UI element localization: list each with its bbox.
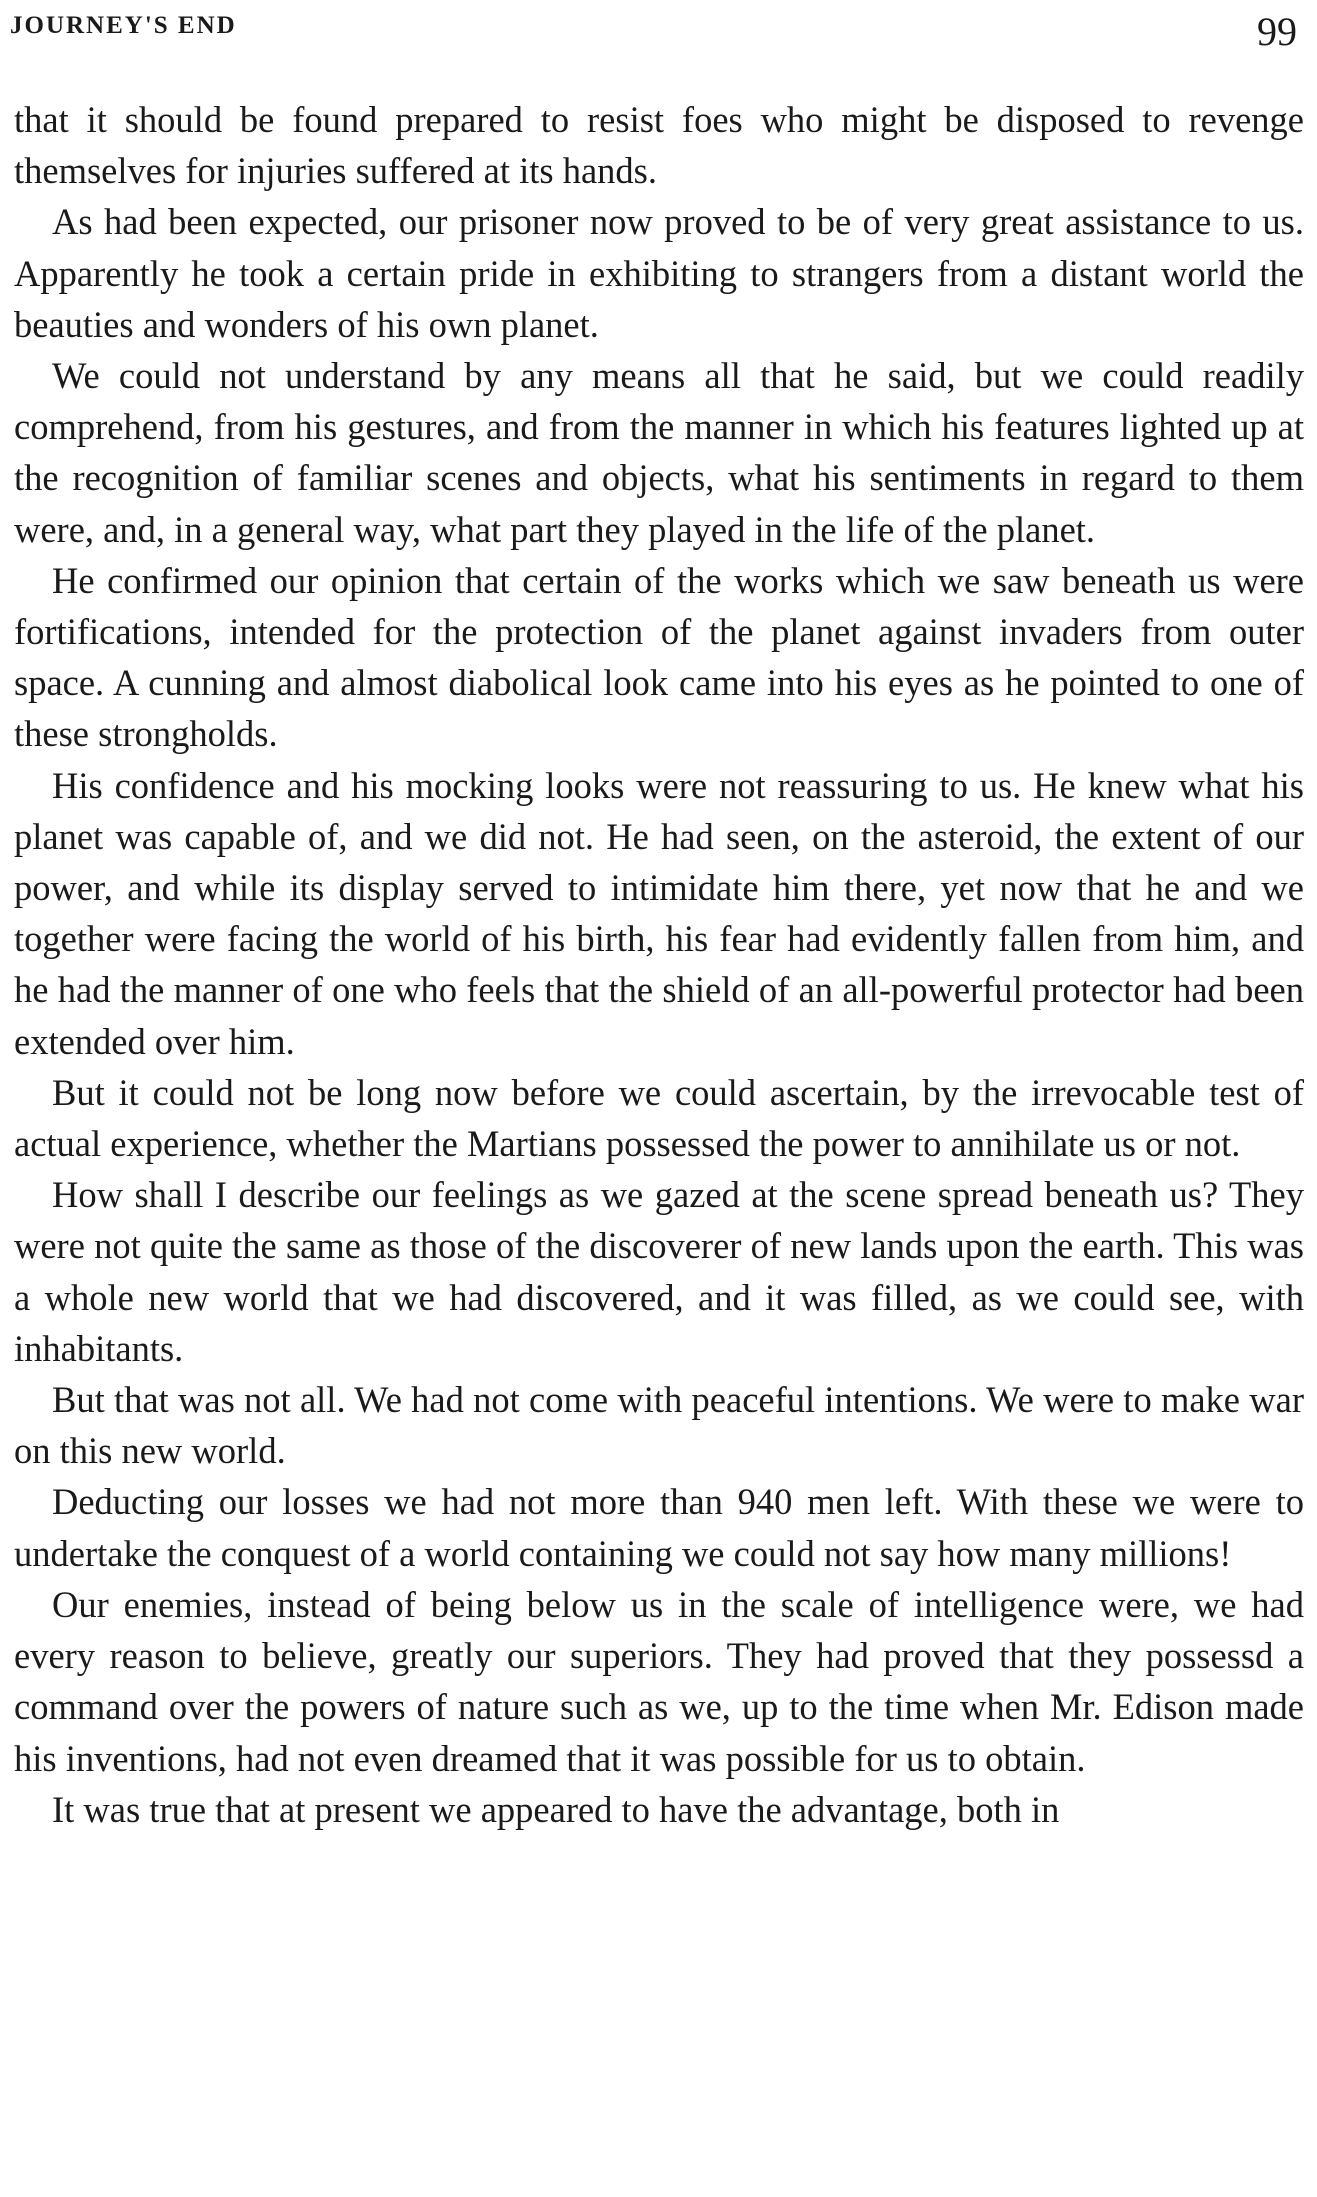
paragraph: We could not understand by any means all that he said, but we could readily comprehend, from his gestures, and from the manner in which his features lighted up at the recognition of familiar scenes and objects, what his sentiments in regard to them were, and, in a general way, what part they played in the life of the planet. xyxy=(14,355,1304,550)
paragraph: How shall I describe our feelings as we gazed at the scene spread beneath us? They were not quite the same as those of the discoverer of new lands upon the earth. This was a whole new world that we had discovered, and it was filled, as we could see, with inhabitants. xyxy=(14,1174,1304,1369)
paragraph: that it should be found prepared to resist foes who might be disposed to revenge themselves for injuries suffered at its hands. xyxy=(14,99,1304,192)
paragraph: His confidence and his mocking looks were not reassuring to us. He knew what his planet was capable of, and we did not. He had seen, on the asteroid, the extent of our power, and while its display served to intimidate him there, yet now that he and we together were facing the world of his birth, his fear had evidently fallen from him, and he had the manner of one who feels that the shield of an all-powerful protector had been extended over him. xyxy=(14,764,1304,1062)
paragraph: As had been expected, our prisoner now proved to be of very great assistance to us. Apparently he took a certain pride in exhibiting to strangers from a distant world the beauties and wonders of his own planet. xyxy=(14,201,1304,345)
page-number: 99 xyxy=(1257,9,1297,54)
running-title: JOURNEY'S END xyxy=(10,12,237,39)
paragraph: But it could not be long now before we could ascertain, by the irrevocable test of actual experience, whether the Martians possessed the power to annihilate us or not. xyxy=(14,1071,1304,1165)
paragraph: He confirmed our opinion that certain of the works which we saw beneath us were fortifications, intended for the protection of the planet against invaders from outer space. A cunning and almost diabolical look came into his eyes as he pointed to one of these strongholds. xyxy=(14,559,1304,755)
running-head xyxy=(10,8,1297,60)
paragraph: Deducting our losses we had not more than 940 men left. With these we were to undertake the conquest of a world containing we could not say how many millions! xyxy=(14,1481,1304,1574)
paragraph: Our enemies, instead of being below us in the scale of intelligence were, we had every reason to believe, greatly our superiors. They had proved that they possessd a command over the powers of nature such as we, up to the time when Mr. Edison made his inventions, had not even dreamed that it was possible for us to obtain. xyxy=(14,1583,1304,1779)
paragraph: But that was not all. We had not come with peaceful intentions. We were to make war on this new world. xyxy=(14,1379,1304,1472)
body-text xyxy=(14,94,1304,1835)
paragraph: It was true that at present we appeared to have the advantage, both in xyxy=(52,1788,1060,1830)
